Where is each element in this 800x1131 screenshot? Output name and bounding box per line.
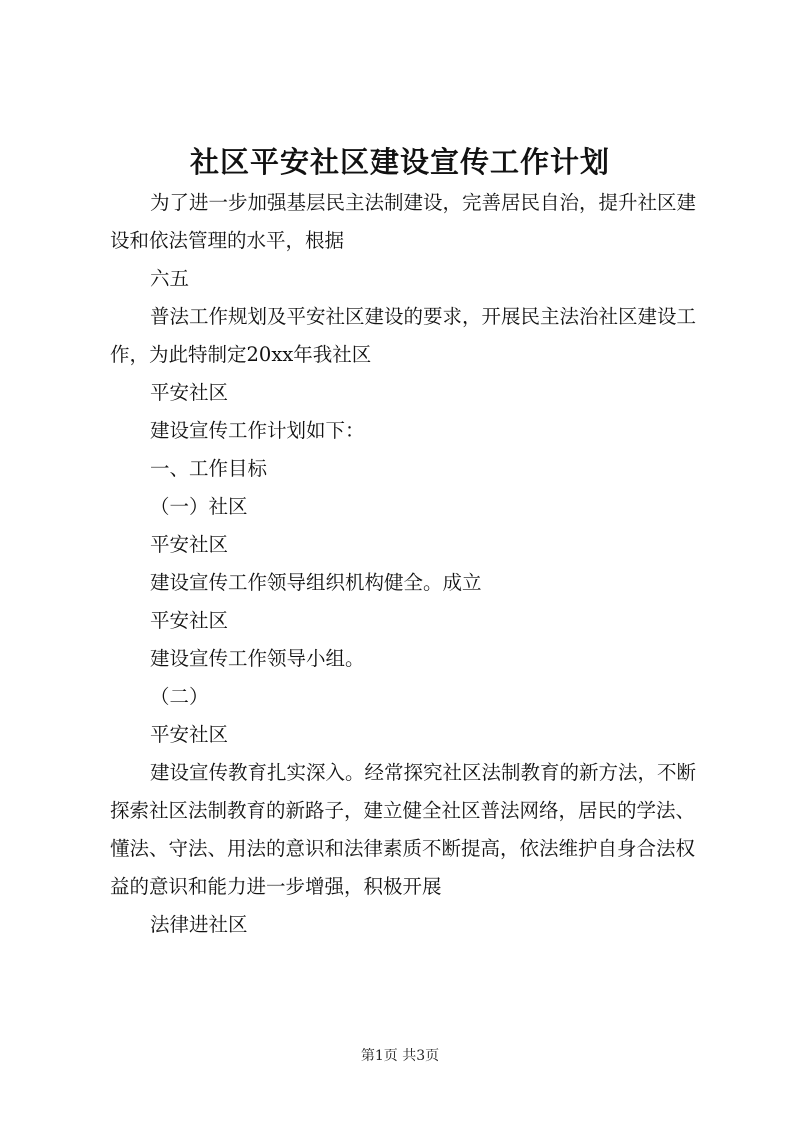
paragraph: 平安社区 [150,609,229,632]
section-heading: 一、工作目标 [150,457,268,480]
paragraph: （二） [150,685,209,708]
paragraph: 六五 [150,267,190,290]
document-title: 社区平安社区建设宣传工作计划 [189,145,610,179]
document-body [110,184,710,944]
paragraph: 建设宣传工作领导组织机构健全。成立 [150,571,482,594]
paragraph: （一）社区 [150,495,248,518]
paragraph: 建设宣传工作领导小组。 [150,647,365,670]
paragraph: 为了进一步加强基层民主法制建设，完善居民自治，提升社区建设和依法管理的水平，根据 [110,191,697,252]
paragraph: 法律进社区 [150,913,248,936]
paragraph: 平安社区 [150,723,229,746]
paragraph: 普法工作规划及平安社区建设的要求，开展民主法治社区建设工作，为此特制定20xx年我社区 [110,305,697,366]
paragraph: 平安社区 [150,381,229,404]
paragraph: 建设宣传工作计划如下： [150,419,365,442]
paragraph: 平安社区 [150,533,229,556]
paragraph: 建设宣传教育扎实深入。经常探究社区法制教育的新方法，不断探索社区法制教育的新路子，建立健全社区普法网络，居民的学法、懂法、守法、用法的意识和法律素质不断提高，依法维护自身合法权益的意识和能力进一步增强，积极开展 [110,761,697,898]
page-footer: 第1页 共3页 [360,1048,440,1064]
